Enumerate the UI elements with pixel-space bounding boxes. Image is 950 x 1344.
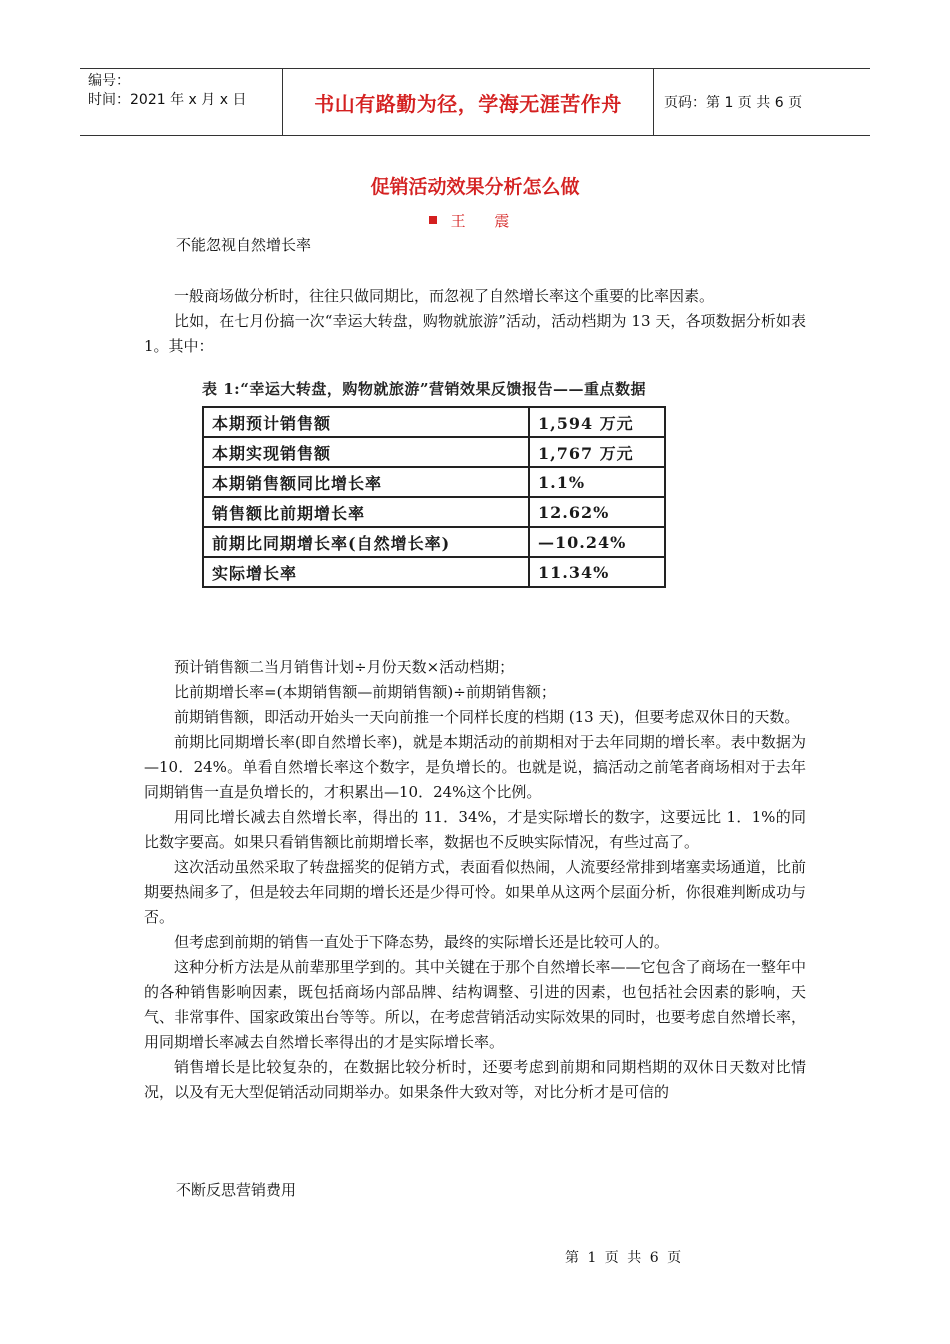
header-page-info: 页码：第 1 页 共 6 页 bbox=[664, 95, 803, 111]
header-meta bbox=[80, 69, 282, 135]
table-cell-value: —10.24% bbox=[529, 527, 665, 557]
table-cell-label: 本期销售额同比增长率 bbox=[203, 467, 529, 497]
table-row bbox=[203, 467, 665, 497]
page-header bbox=[80, 68, 870, 136]
table-row bbox=[203, 407, 665, 437]
header-motto: 书山有路勤为径，学海无涯苦作舟 bbox=[314, 91, 622, 116]
paragraph: 销售增长是比较复杂的，在数据比较分析时，还要考虑到前期和同期档期的双休日天数对比情况，以及有无大型促销活动同期举办。如果条件大致对等，对比分析才是可信的 bbox=[144, 1058, 806, 1101]
header-date-label: 时间：2021 年 x 月 x 日 bbox=[88, 92, 247, 108]
table-row bbox=[203, 437, 665, 467]
section-heading-marketing-cost: 不断反思营销费用 bbox=[176, 1181, 297, 1199]
paragraph: 比如，在七月份搞一次“幸运大转盘，购物就旅游”活动，活动档期为 13 天，各项数据分析如表 1。其中： bbox=[144, 312, 806, 355]
table-cell-value: 1,594 万元 bbox=[529, 407, 665, 437]
article-title: 促销活动效果分析怎么做 bbox=[370, 176, 580, 198]
paragraph: 这种分析方法是从前辈那里学到的。其中关键在于那个自然增长率——它包含了商场在一整年中的各种销售影响因素，既包括商场内部品牌、结构调整、引进的因素，也包括社会因素的影响，天气、非常事件、国家政策出台等等。所以，在考虑营销活动实际效果的同时，也要考虑自然增长率，用同期增长率减去自然增长率得出的才是实际增长率。 bbox=[144, 958, 806, 1051]
header-motto-cell bbox=[282, 69, 654, 135]
table-cell-label: 前期比同期增长率(自然增长率) bbox=[203, 527, 529, 557]
paragraph: 前期比同期增长率(即自然增长率)，就是本期活动的前期相对于去年同期的增长率。表中数据为—10．24%。单看自然增长率这个数字，是负增长的。也就是说，搞活动之前笔者商场相对于去年同期销售一直是负增长的，才积累出—10．24%这个比例。 bbox=[144, 733, 806, 801]
table-caption: 表 1:“幸运大转盘，购物就旅游”营销效果反馈报告——重点数据 bbox=[202, 380, 646, 398]
table-cell-label: 实际增长率 bbox=[203, 557, 529, 587]
table-row bbox=[203, 527, 665, 557]
report-table-figure bbox=[202, 376, 674, 638]
table-cell-value: 11.34% bbox=[529, 557, 665, 587]
paragraph: 预计销售额二当月销售计划÷月份天数×活动档期； bbox=[174, 658, 515, 676]
table-cell-value: 12.62% bbox=[529, 497, 665, 527]
intro-text bbox=[144, 284, 806, 359]
page-footer: 第 1 页 共 6 页 bbox=[565, 1250, 684, 1266]
table-cell-value: 1,767 万元 bbox=[529, 437, 665, 467]
article-author bbox=[0, 210, 950, 231]
section-heading-natural-growth: 不能忽视自然增长率 bbox=[176, 236, 312, 254]
table-row bbox=[203, 497, 665, 527]
header-number-label: 编号： bbox=[88, 73, 130, 89]
table-cell-label: 本期实现销售额 bbox=[203, 437, 529, 467]
report-table bbox=[202, 406, 666, 588]
table-cell-label: 本期预计销售额 bbox=[203, 407, 529, 437]
body-text bbox=[144, 655, 806, 1105]
table-cell-label: 销售额比前期增长率 bbox=[203, 497, 529, 527]
paragraph: 用同比增长减去自然增长率，得出的 11．34%，才是实际增长的数字，这要远比 1．1%的同比数字要高。如果只看销售额比前期增长率，数据也不反映实际情况，有些过高了。 bbox=[144, 808, 806, 851]
table-row bbox=[203, 557, 665, 587]
paragraph: 这次活动虽然采取了转盘摇奖的促销方式，表面看似热闹，人流要经常排到堵塞卖场通道，比前期要热闹多了，但是较去年同期的增长还是少得可怜。如果单从这两个层面分析，你很难判断成功与否。 bbox=[144, 858, 806, 926]
table-cell-value: 1.1% bbox=[529, 467, 665, 497]
paragraph: 但考虑到前期的销售一直处于下降态势，最终的实际增长还是比较可人的。 bbox=[174, 933, 670, 951]
paragraph: 前期销售额，即活动开始头一天向前推一个同样长度的档期 (13 天)，但要考虑双休日的天数。 bbox=[174, 708, 800, 726]
paragraph: 比前期增长率=(本期销售额—前期销售额)÷前期销售额； bbox=[174, 683, 556, 701]
author-name: 王 震 bbox=[450, 212, 522, 230]
paragraph: 一般商场做分析时，往往只做同期比，而忽视了自然增长率这个重要的比率因素。 bbox=[174, 287, 715, 305]
bullet-square-icon bbox=[429, 216, 437, 224]
